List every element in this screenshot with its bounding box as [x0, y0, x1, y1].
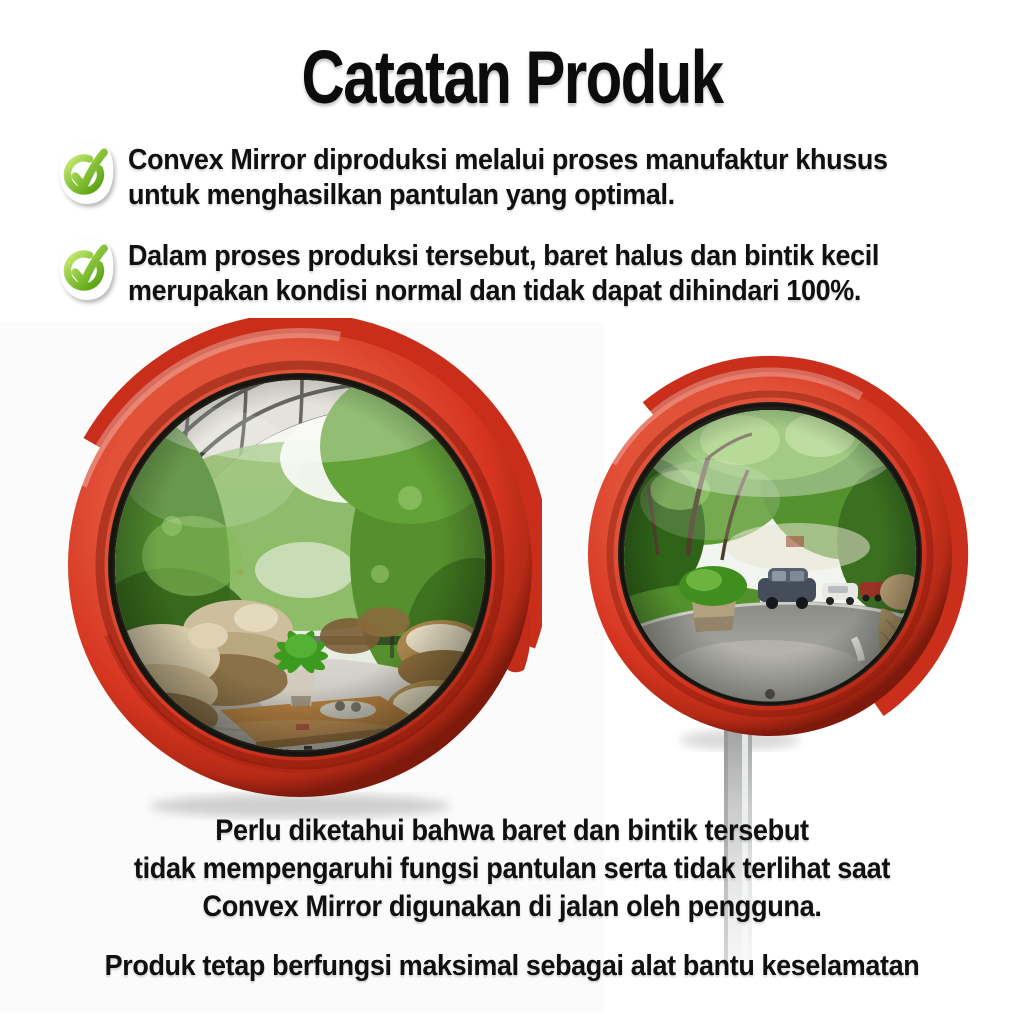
bullet-text — [128, 239, 879, 309]
bullet-text — [128, 143, 888, 213]
bullet-text-line: Dalam proses produksi tersebut, baret halus dan bintik kecil — [128, 240, 880, 272]
note-paragraph — [41, 812, 983, 926]
note-line: Convex Mirror digunakan di jalan oleh pengguna. — [202, 890, 822, 923]
bullet-item-1 — [56, 141, 971, 213]
note-line: Perlu diketahui bahwa baret dan bintik tersebut — [215, 814, 809, 847]
check-circle-icon — [56, 237, 118, 303]
bullet-list — [56, 141, 971, 333]
bullet-text-line: Convex Mirror diproduksi melalui proses manufaktur khusus — [128, 144, 888, 176]
left-mirror-photo — [50, 318, 542, 823]
bullet-item-2 — [56, 237, 971, 309]
footer-statement: Produk tetap berfungsi maksimal sebagai alat bantu keselamatan — [104, 950, 920, 982]
bullet-text-line: merupakan kondisi normal dan tidak dapat dihindari 100%. — [128, 275, 862, 307]
check-circle-icon — [56, 141, 118, 207]
bullet-text-line: untuk menghasilkan pantulan yang optimal. — [128, 179, 675, 211]
page-title: Catatan Produk — [301, 35, 723, 119]
note-line: tidak mempengaruhi fungsi pantulan serta tidak terlihat saat — [133, 852, 891, 885]
